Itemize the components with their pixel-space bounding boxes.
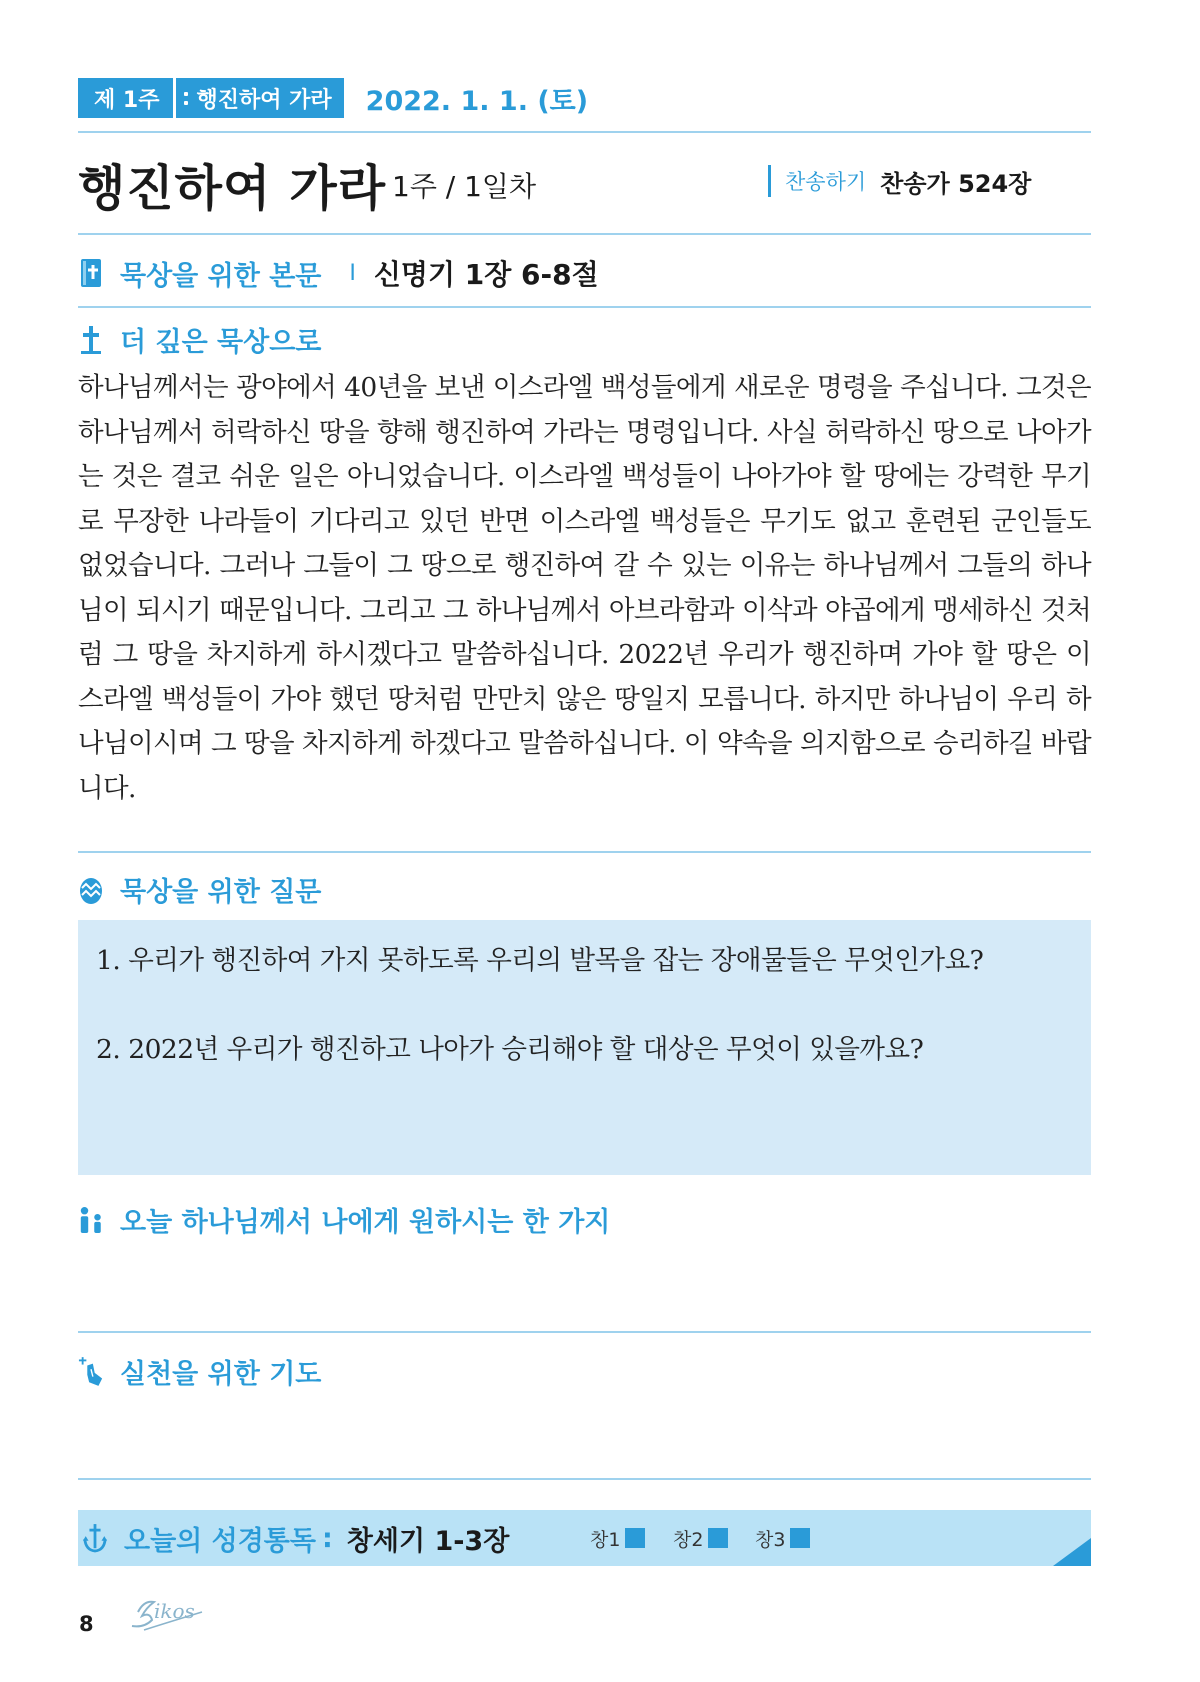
wish-label: 오늘 하나님께서 나에게 원하시는 한 가지 <box>120 1207 611 1238</box>
people-icon <box>78 1204 104 1236</box>
week-label: 제 1주 <box>94 87 160 113</box>
checkbox-icon[interactable] <box>790 1528 810 1548</box>
bible-reading-label: 오늘의 성경통독 <box>124 1525 316 1557</box>
hymn-bar <box>768 165 771 197</box>
reading-colon: : <box>321 1522 333 1554</box>
scripture-divider: I <box>349 260 356 286</box>
svg-text:ikos: ikos <box>154 1599 195 1623</box>
questions-section <box>78 870 321 909</box>
divider <box>78 851 1091 853</box>
scripture-reference: 신명기 1장 6-8절 <box>373 258 599 291</box>
divider <box>78 233 1091 235</box>
date-label: 2022. 1. 1. (토) <box>365 85 589 117</box>
divider <box>78 1331 1091 1333</box>
divider <box>78 1478 1091 1480</box>
scripture-label: 묵상을 위한 본문 <box>120 260 322 292</box>
questions-label: 묵상을 위한 질문 <box>120 877 322 908</box>
checkbox-icon[interactable] <box>625 1528 645 1548</box>
question-egg-icon <box>78 874 104 906</box>
colon-dots-icon <box>176 92 188 105</box>
checkbox-icon[interactable] <box>708 1528 728 1548</box>
wish-section <box>78 1200 610 1239</box>
page-number: 8 <box>79 1612 94 1636</box>
praying-hands-icon <box>78 1356 104 1388</box>
questions-box <box>78 920 1091 1175</box>
bible-reading-heading <box>82 1510 509 1566</box>
hymn-label: 찬송하기 <box>785 170 867 194</box>
question-item: 2. 2022년 우리가 행진하고 나아가 승리해야 할 대상은 무엇이 있을까요? <box>96 1034 924 1065</box>
reading-check-label: 창2 <box>673 1528 704 1551</box>
meditation-section <box>78 320 321 359</box>
hymn-info <box>768 164 1031 198</box>
reading-check-label: 창1 <box>590 1528 621 1551</box>
anchor-icon <box>82 1522 108 1554</box>
reading-check-label: 창3 <box>755 1528 786 1551</box>
bible-icon <box>78 257 104 289</box>
week-theme-label: 행진하여 가라 <box>196 87 332 113</box>
meditation-label: 더 깊은 묵상으로 <box>120 327 322 358</box>
bible-reading-bar <box>78 1510 1091 1566</box>
cross-icon <box>78 324 104 356</box>
week-tag-row <box>78 78 588 118</box>
sikos-logo <box>124 1582 214 1642</box>
scripture-section <box>78 253 599 293</box>
divider <box>78 131 1091 133</box>
day-indicator: 1주 / 1일차 <box>392 170 537 203</box>
bible-reading-reference: 창세기 1-3장 <box>346 1525 510 1557</box>
question-item: 1. 우리가 행진하여 가지 못하도록 우리의 발목을 잡는 장애물들은 무엇인가요? <box>96 945 984 976</box>
reading-check-gen2[interactable] <box>673 1510 728 1566</box>
divider <box>78 306 1091 308</box>
corner-fold-icon <box>1053 1538 1091 1566</box>
prayer-section <box>78 1352 321 1391</box>
week-tag <box>78 78 344 118</box>
prayer-label: 실천을 위한 기도 <box>120 1359 322 1390</box>
reading-check-gen3[interactable] <box>755 1510 810 1566</box>
reading-check-gen1[interactable] <box>590 1510 645 1566</box>
hymn-value: 찬송가 524장 <box>880 169 1032 198</box>
page-title: 행진하여 가라 <box>78 160 387 217</box>
meditation-text: 하나님께서는 광야에서 40년을 보낸 이스라엘 백성들에게 새로운 명령을 주십니다. 그것은 하나님께서 허락하신 땅을 향해 행진하여 가라는 명령입니다. 사실 허락하신 땅으로 나아가는 것은 결코 쉬운 일은 아니었습니다. 이스라엘 백성들이 나아가야 할 땅에는 강력한 무기로 무장한 나라들이 기다리고 있던 반면 이스라엘 백성들은 무기도 없고 훈련된 군인들도 없었습니다. 그러나 그들이 그 땅으로 행진하여 갈 수 있는 이유는 하나님께서 그들의 하나님이 되시기 때문입니다. 그리고 그 하나님께서 아브라함과 이삭과 야곱에게 맹세하신 것처럼 그 땅을 차지하게 하시겠다고 말씀하십니다. 2022년 우리가 행진하며 가야 할 땅은 이스라엘 백성들이 가야 했던 땅처럼 만만치 않은 땅일지 모릅니다. 하지만 하나님이 우리 하나님이시며 그 땅을 차지하게 하겠다고 말씀하십니다. 이 약속을 의지함으로 승리하길 바랍니다. <box>78 372 1091 804</box>
